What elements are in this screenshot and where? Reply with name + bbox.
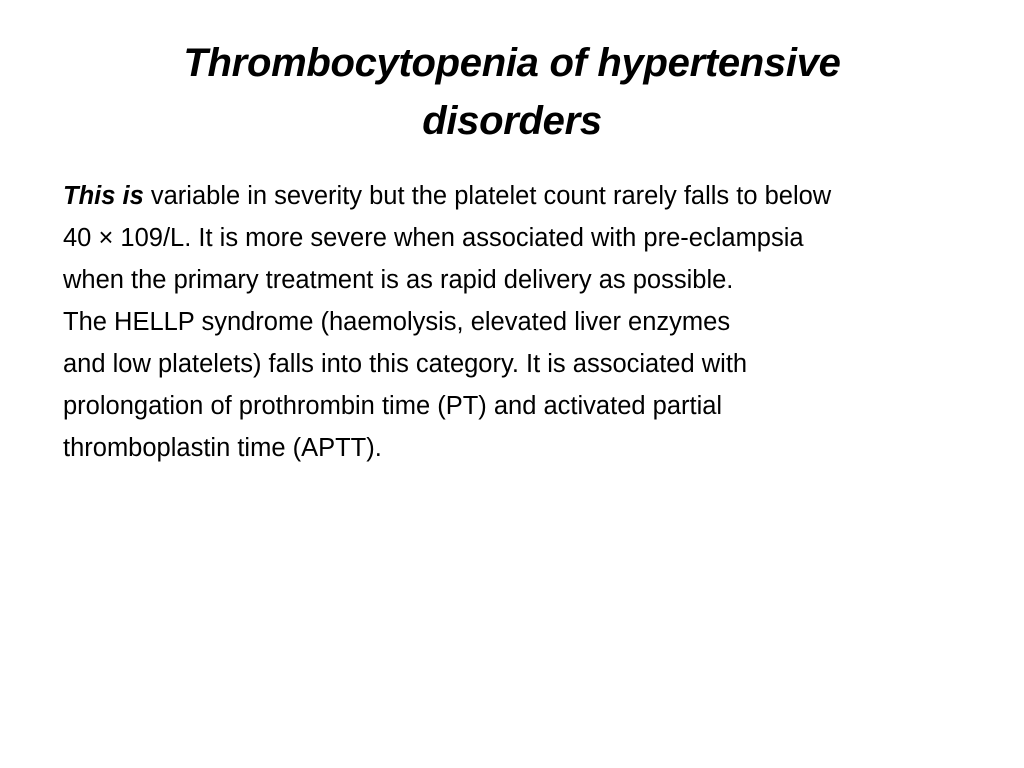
body-paragraph-4: The HELLP syndrome (haemolysis, elevated liver enzymes: [63, 308, 731, 336]
body-paragraph-6: prolongation of prothrombin time (PT) and activated partial: [63, 392, 723, 420]
body-paragraph-1-text: variable in severity but the platelet count rarely falls to below: [143, 182, 832, 210]
slide-title-line-1: Thrombocytopenia of hypertensive: [183, 41, 841, 85]
body-paragraph-2: 40 × 109/L. It is more severe when associated with pre-eclampsia: [63, 224, 804, 252]
body-paragraph-7: thromboplastin time (APTT).: [63, 434, 382, 462]
body-paragraph-3: when the primary treatment is as rapid delivery as possible.: [63, 266, 734, 294]
slide-title-line-2: disorders: [422, 99, 602, 143]
body-paragraph-5: and low platelets) falls into this category. It is associated with: [63, 350, 748, 378]
slide-body: [63, 180, 963, 474]
body-paragraph-1: [63, 180, 963, 213]
body-lead-emphasis: This is: [63, 182, 144, 210]
slide-title: [40, 34, 984, 150]
